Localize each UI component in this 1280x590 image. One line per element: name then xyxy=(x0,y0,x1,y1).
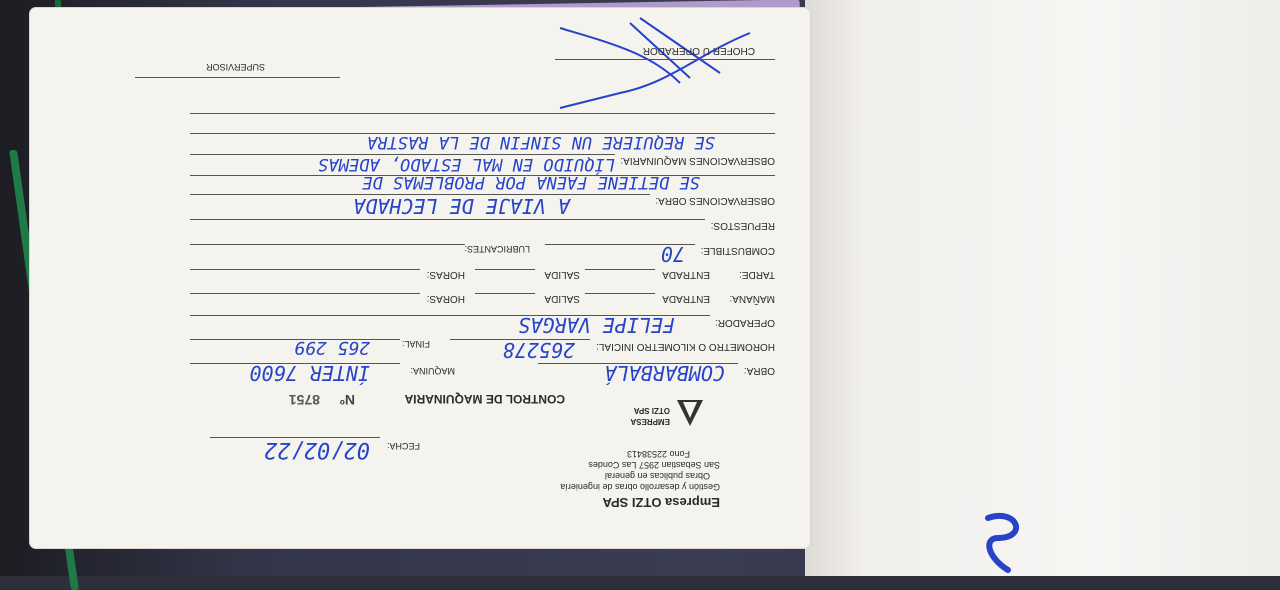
manana-entrada-label: ENTRADA xyxy=(662,293,710,304)
final-label: FINAL: xyxy=(401,339,430,349)
form-paper xyxy=(30,8,810,548)
manana-horas-line xyxy=(190,293,420,294)
obs-maq-label: OBSERVACIONES MAQUINARIA: xyxy=(620,155,775,166)
combustible-value: 70 xyxy=(660,242,685,266)
maquina-value: ÍNTER 7600 xyxy=(249,361,370,385)
fecha-label: FECHA: xyxy=(386,441,420,451)
ink-mark-shape xyxy=(978,508,1038,578)
company-address: San Sebastian 2957 Las Condes xyxy=(588,460,720,470)
machinery-control-form xyxy=(30,8,810,548)
tarde-entrada-line xyxy=(585,269,655,270)
tarde-horas-line xyxy=(190,269,420,270)
obs-maq-line-2: LÍQUIDO EN MAL ESTADO, ADEMAS xyxy=(318,154,615,174)
form-title: CONTROL DE MAQUINARIA xyxy=(404,392,565,406)
tarde-label: TARDE: xyxy=(739,269,775,280)
final-value: 265 299 xyxy=(294,337,370,358)
logo-text-2: OTZI SPA xyxy=(633,406,670,415)
company-desc-2: Obras publicas en general xyxy=(604,471,710,481)
company-desc-1: Gestión y desarrollo obras de ingeniería xyxy=(560,482,720,492)
supervisor-label: SUPERVISOR xyxy=(206,62,265,72)
chofer-line xyxy=(555,59,775,60)
tarde-salida-line xyxy=(475,269,535,270)
blank-right-page xyxy=(805,0,1280,576)
maquina-label: MAQUINA: xyxy=(410,366,455,376)
operator-signature xyxy=(540,13,760,113)
repuestos-line xyxy=(190,219,705,220)
manana-salida-line xyxy=(475,293,535,294)
company-name: Empresa OTZI SPA xyxy=(602,495,720,510)
number-label: Nº xyxy=(339,392,355,408)
repuestos-label: REPUESTOS: xyxy=(710,220,775,231)
number-value: 8751 xyxy=(288,392,320,408)
obra-value: COMBARBALÁ xyxy=(604,361,725,385)
horometro-value: 265278 xyxy=(502,338,575,362)
logo-text-1: EMPRESA xyxy=(630,417,670,426)
combustible-label: COMBUSTIBLE: xyxy=(700,245,775,256)
company-phone: Fono 22538413 xyxy=(626,449,690,459)
fecha-value: 02/02/22 xyxy=(264,437,370,462)
obs-obra-label: OBSERVACIONES OBRA: xyxy=(655,195,775,206)
lubricantes-label: LUBRICANTES: xyxy=(464,244,530,254)
supervisor-line xyxy=(135,77,340,78)
horometro-label: HOROMETRO O KILOMETRO INICIAL: xyxy=(596,341,775,352)
chofer-label: CHOFER U OPERADOR xyxy=(642,45,755,56)
lubricantes-line xyxy=(190,244,465,245)
obra-label: OBRA: xyxy=(743,365,775,376)
tarde-salida-label: SALIDA xyxy=(544,269,580,280)
obs-maq-line-3: SE REQUIERE UN SINFIN DE LA RASTRA xyxy=(367,132,715,152)
obs-obra-value: A VIAJE DE LECHADA xyxy=(353,194,570,218)
operador-label: OPERADOR: xyxy=(714,317,775,328)
manana-salida-label: SALIDA xyxy=(544,293,580,304)
obs-maq-line-1: SE DETIENE FAENA POR PROBLEMAS DE xyxy=(362,172,700,192)
manana-horas-label: HORAS: xyxy=(426,293,465,304)
tarde-horas-label: HORAS: xyxy=(426,269,465,280)
manana-entrada-line xyxy=(585,293,655,294)
manana-label: MAÑANA: xyxy=(729,293,775,304)
company-logo-icon xyxy=(675,398,705,428)
obs-maq-line-4-rule xyxy=(190,113,775,114)
tarde-entrada-label: ENTRADA xyxy=(662,269,710,280)
operador-value: FELIPE VARGAS xyxy=(518,313,675,337)
